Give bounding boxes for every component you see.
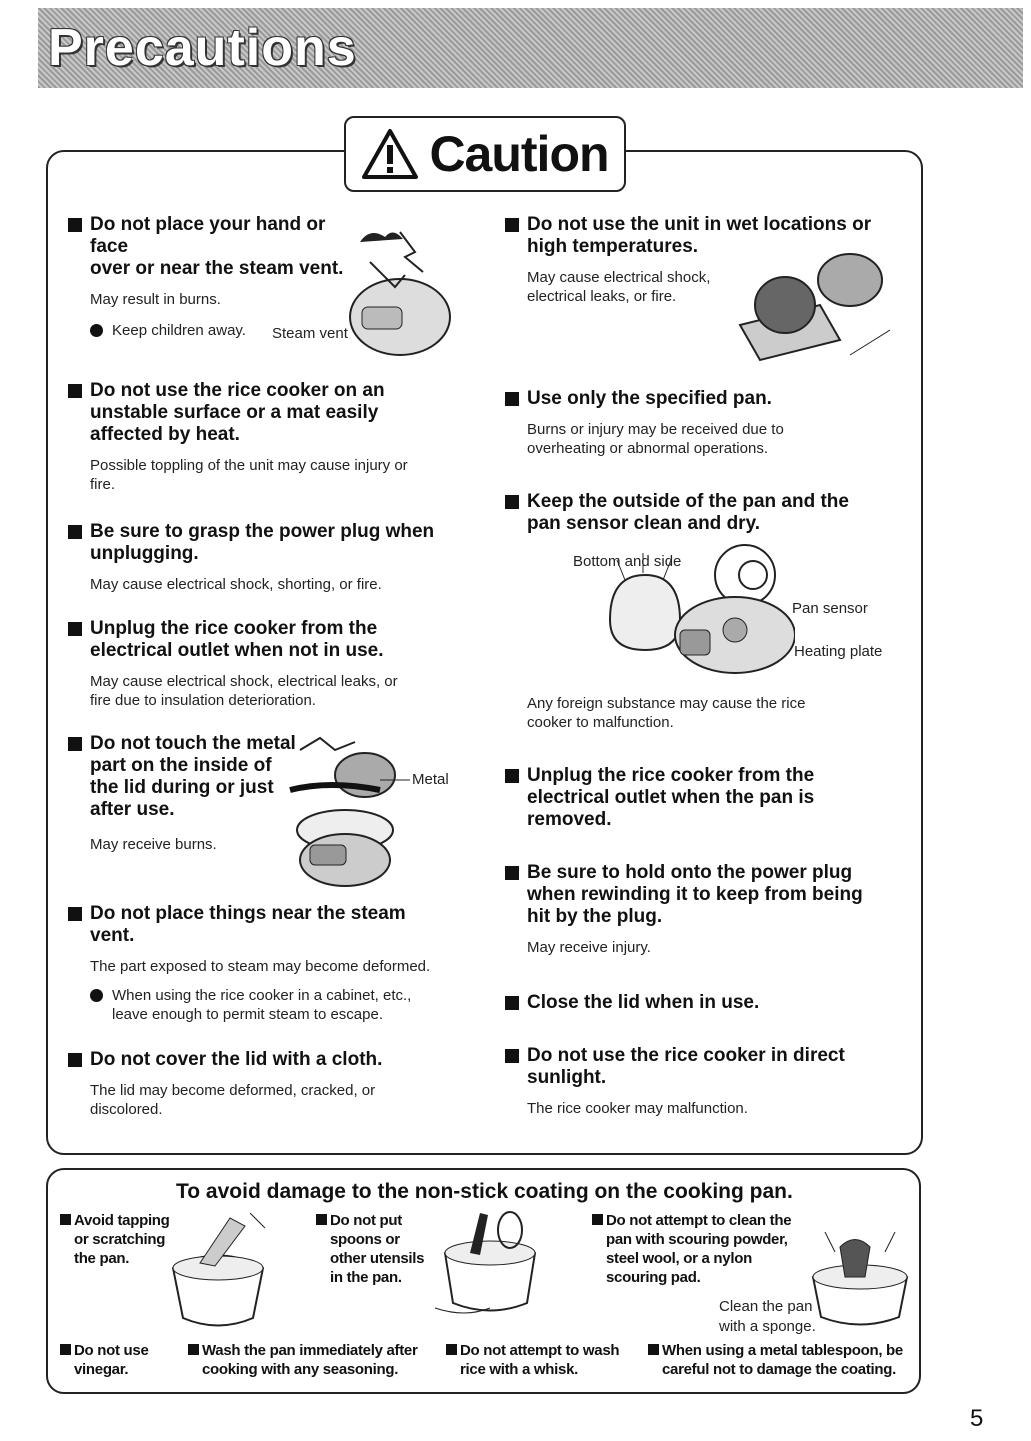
precaution-heading: Be sure to hold onto the power plug when rewinding it to keep from being hit by the plug. bbox=[505, 862, 905, 928]
pan-utensils-illustration bbox=[430, 1208, 550, 1323]
precaution-body: Burns or injury may be received due to overheating or abnormal operations. bbox=[527, 421, 784, 457]
precaution-body: May cause electrical shock, electrical leaks, or fire. bbox=[527, 269, 711, 305]
precaution-power-plug bbox=[68, 521, 488, 594]
rice-cooker-lid-illustration bbox=[280, 735, 410, 890]
caution-title: Caution bbox=[429, 126, 609, 182]
pan-sensor-label: Pan sensor bbox=[792, 600, 868, 617]
precaution-heading: Do not place things near the steam vent. bbox=[68, 903, 488, 947]
precaution-heading: Use only the specified pan. bbox=[505, 388, 905, 410]
bottom-side-label: Bottom and side bbox=[573, 553, 682, 570]
precaution-unplug-pan-removed bbox=[505, 765, 905, 831]
metal-label: Metal bbox=[412, 771, 449, 788]
damage-no-utensils: Do not put spoons or other utensils in the pan. bbox=[316, 1211, 424, 1287]
precaution-body: May receive burns. bbox=[90, 836, 217, 853]
bullet-item: Keep children away. bbox=[90, 321, 368, 340]
pan-sponge-illustration bbox=[805, 1222, 915, 1337]
sponge-label: Clean the pan with a sponge. bbox=[719, 1298, 816, 1335]
precaution-heading: Close the lid when in use. bbox=[505, 992, 905, 1014]
damage-no-vinegar: Do not use vinegar. bbox=[60, 1341, 149, 1379]
precaution-cover-lid bbox=[68, 1049, 488, 1119]
damage-no-scouring: Do not attempt to clean the pan with scouring powder, steel wool, or a nylon scouring pad. bbox=[592, 1211, 791, 1287]
precaution-unplug-not-in-use bbox=[68, 618, 488, 710]
warning-triangle-icon bbox=[361, 128, 419, 180]
precaution-steam-vent-hand bbox=[68, 214, 368, 340]
precaution-heading: Keep the outside of the pan and the pan sensor clean and dry. bbox=[505, 491, 905, 535]
precaution-body: Possible toppling of the unit may cause injury or fire. bbox=[90, 457, 408, 493]
pan-sensor-illustration bbox=[595, 535, 795, 685]
precaution-heading: Do not use the rice cooker on an unstable surface or a mat easily affected by heat. bbox=[68, 380, 488, 446]
pan-sensor-note bbox=[505, 694, 905, 732]
precaution-heading: Unplug the rice cooker from the electrical outlet when the pan is removed. bbox=[505, 765, 905, 831]
page-title: Precautions bbox=[48, 19, 357, 77]
precaution-pan-sensor-clean bbox=[505, 491, 905, 535]
precaution-body: May cause electrical shock, shorting, or fire. bbox=[90, 576, 382, 593]
precaution-heading: Do not cover the lid with a cloth. bbox=[68, 1049, 488, 1071]
heating-plate-label: Heating plate bbox=[794, 643, 883, 660]
precaution-unstable-surface bbox=[68, 380, 488, 494]
precaution-heading: Be sure to grasp the power plug when unplugging. bbox=[68, 521, 488, 565]
precaution-rewind-power-plug bbox=[505, 862, 905, 957]
precaution-direct-sunlight bbox=[505, 1045, 905, 1118]
precaution-body: The part exposed to steam may become deformed. bbox=[90, 958, 431, 975]
stove-hazard-illustration bbox=[730, 245, 900, 365]
precaution-heading: Unplug the rice cooker from the electrical outlet when not in use. bbox=[68, 618, 488, 662]
precaution-body: The lid may become deformed, cracked, or discolored. bbox=[90, 1082, 376, 1118]
page-number: 5 bbox=[970, 1405, 984, 1432]
steam-vent-label: Steam vent bbox=[272, 325, 348, 342]
precaution-body: May cause electrical shock, electrical leaks, or fire due to insulation deterioration. bbox=[90, 673, 398, 709]
precaution-body: The rice cooker may malfunction. bbox=[527, 1100, 748, 1117]
damage-no-whisk: Do not attempt to wash rice with a whisk. bbox=[446, 1341, 619, 1379]
rice-cooker-steam-illustration bbox=[340, 222, 460, 372]
precaution-heading: Do not use the unit in wet locations or high temperatures. bbox=[505, 214, 905, 258]
damage-avoid-tapping: Avoid tapping or scratching the pan. bbox=[60, 1211, 170, 1268]
non-stick-title: To avoid damage to the non-stick coating on the cooking pan. bbox=[176, 1180, 793, 1203]
precaution-specified-pan bbox=[505, 388, 905, 458]
precaution-body: May receive injury. bbox=[527, 939, 651, 956]
precaution-body: May result in burns. bbox=[90, 291, 221, 308]
precaution-body: Any foreign substance may cause the rice cooker to malfunction. bbox=[527, 695, 806, 731]
damage-metal-tablespoon: When using a metal tablespoon, be careful not to damage the coating. bbox=[648, 1341, 903, 1379]
caution-label bbox=[344, 116, 626, 192]
precaution-heading: Do not place your hand or face over or near the steam vent. bbox=[68, 214, 368, 280]
precaution-heading: Do not use the rice cooker in direct sunlight. bbox=[505, 1045, 905, 1089]
precaution-close-lid bbox=[505, 992, 905, 1014]
precaution-heading: Do not touch the metal part on the inside of the lid during or just after use. bbox=[68, 733, 328, 821]
pan-tapping-illustration bbox=[165, 1208, 275, 1333]
bullet-item: When using the rice cooker in a cabinet, etc., leave enough to permit steam to escape. bbox=[90, 986, 488, 1024]
damage-wash-after-seasoning: Wash the pan immediately after cooking with any seasoning. bbox=[188, 1341, 418, 1379]
precaution-things-near-steam-vent bbox=[68, 903, 488, 1024]
